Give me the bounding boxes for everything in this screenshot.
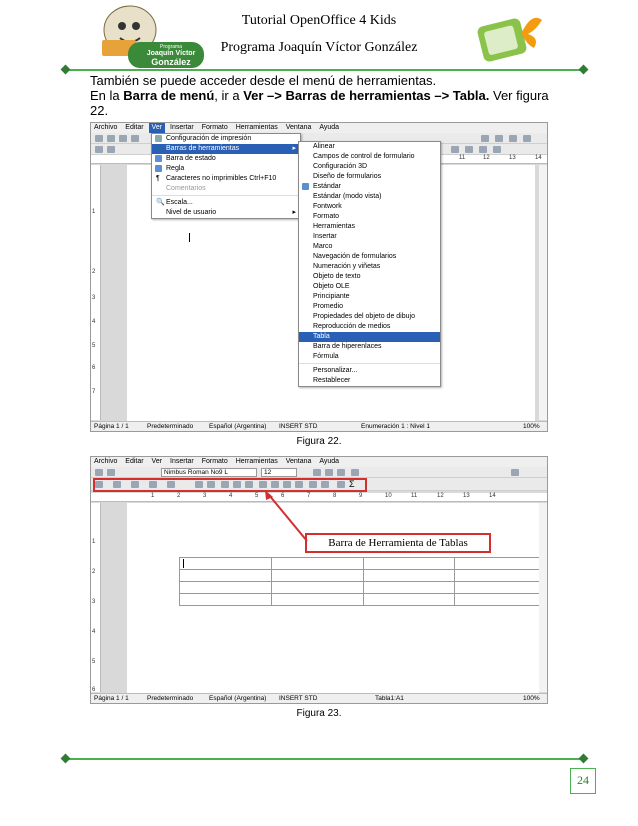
- figure-22-caption: Figura 22.: [296, 436, 342, 447]
- divider-dot-right: [579, 65, 589, 75]
- menu-ayuda[interactable]: Ayuda: [319, 124, 340, 131]
- toolbar-submenu-item[interactable]: [299, 312, 440, 322]
- text-cursor: [189, 233, 190, 242]
- vruler-number: 1: [92, 209, 96, 215]
- toolbar-submenu-item[interactable]: [299, 162, 440, 172]
- para-line-3: 22.: [90, 103, 109, 118]
- logo-text-1: Programa: [160, 44, 182, 50]
- toolbar-submenu-item[interactable]: [299, 192, 440, 202]
- menu-item-caracteres-no-imprimibles[interactable]: ¶ Caracteres no imprimibles Ctrl+F10: [156, 175, 277, 182]
- vertical-scrollbar[interactable]: [539, 165, 547, 420]
- status-page: Página 1 / 1: [94, 423, 129, 430]
- ruler-number: 14: [535, 155, 542, 161]
- toolbar-submenu-label: Formato: [313, 213, 340, 220]
- toolbar-submenu-item[interactable]: [299, 252, 440, 262]
- print-icon[interactable]: [131, 135, 139, 142]
- menu-item-nivel-usuario[interactable]: Nivel de usuario ▸: [166, 209, 296, 216]
- menu-archivo[interactable]: Archivo: [94, 458, 118, 465]
- toolbar-submenu-label: Marco: [313, 243, 333, 250]
- toolbar-submenu-item[interactable]: [299, 366, 440, 376]
- toolbar-submenu-label: Insertar: [313, 233, 337, 240]
- para-line-2: [90, 88, 550, 103]
- color-icon[interactable]: [493, 146, 501, 153]
- toolbar-submenu-item[interactable]: [299, 202, 440, 212]
- toolbar-submenu-item[interactable]: [299, 302, 440, 312]
- toolbar-submenu-label: Tabla: [313, 333, 330, 340]
- status-style: Predeterminado: [147, 423, 194, 430]
- toolbar-submenu-item[interactable]: [299, 332, 440, 342]
- toolbar-submenu-label: Personalizar...: [313, 367, 358, 374]
- toolbar-submenu-label: Campos de control de formulario: [313, 153, 415, 160]
- status-numbering: Enumeración 1 : Nivel 1: [361, 423, 431, 430]
- vertical-ruler: [91, 165, 101, 420]
- toolbar-submenu-label: Barra de hiperenlaces: [313, 343, 382, 350]
- toolbar-submenu-label: Estándar: [313, 183, 342, 190]
- ruler-number: 9: [359, 493, 363, 499]
- vruler-number: 7: [92, 389, 96, 395]
- status-mode: INSERT STD: [279, 423, 318, 430]
- toolbar-submenu-item[interactable]: [299, 182, 440, 192]
- menu-herramientas[interactable]: Herramientas: [235, 458, 278, 465]
- vruler-number: 3: [92, 599, 96, 605]
- indent-icon[interactable]: [479, 146, 487, 153]
- vruler-number: 6: [92, 365, 96, 371]
- book-butterfly-icon: [476, 8, 554, 66]
- status-bar: [91, 421, 547, 431]
- status-mode: INSERT STD: [279, 695, 318, 702]
- chart-icon[interactable]: [523, 135, 531, 142]
- status-bar: [91, 693, 547, 703]
- ruler-number: 1: [151, 493, 155, 499]
- toolbar-submenu-item[interactable]: [299, 222, 440, 232]
- toolbar-submenu-label: Reproducción de medios: [313, 323, 391, 330]
- font-icon[interactable]: [107, 146, 115, 153]
- para-line-1: También se puede acceder desde el menú de herramientas.: [90, 73, 437, 88]
- sum-icon[interactable]: Σ: [349, 479, 355, 489]
- vruler-number: 1: [92, 539, 96, 545]
- menu-item-config-impresion[interactable]: Configuración de impresión: [152, 134, 300, 144]
- open-icon[interactable]: [107, 135, 115, 142]
- styles-icon[interactable]: [95, 146, 103, 153]
- toolbar-submenu-item[interactable]: [299, 322, 440, 332]
- toolbar-submenu-item[interactable]: [299, 152, 440, 162]
- toolbar-submenu-label: Numeración y viñetas: [313, 263, 381, 270]
- menubar: [91, 123, 547, 133]
- toolbar-submenu-label: Promedio: [313, 303, 343, 310]
- vruler-number: 2: [92, 569, 96, 575]
- figure-23-screenshot: [90, 456, 548, 704]
- ruler-number: 12: [437, 493, 444, 499]
- list-icon[interactable]: [465, 146, 473, 153]
- vruler-number: 6: [92, 687, 96, 693]
- toolbar-submenu-item[interactable]: [299, 212, 440, 222]
- menu-formato[interactable]: Formato: [201, 458, 228, 465]
- ruler-number: 11: [459, 155, 466, 161]
- vruler-number: 5: [92, 659, 96, 665]
- toolbar-submenu-item[interactable]: [299, 282, 440, 292]
- vruler-number: 4: [92, 319, 96, 325]
- toolbar-submenu-item[interactable]: [299, 262, 440, 272]
- save-icon[interactable]: [119, 135, 127, 142]
- para-bold-path: Ver –> Barras de herramientas –> Tabla.: [243, 88, 490, 103]
- ver-menu: [151, 133, 301, 219]
- toolbar-submenu-item[interactable]: [299, 342, 440, 352]
- toolbar-submenu-label: Alinear: [313, 143, 335, 150]
- para-text: Ver figura: [489, 88, 549, 103]
- divider-dot-right: [579, 754, 589, 764]
- toolbar-submenu-item[interactable]: [299, 142, 440, 152]
- menu-formato[interactable]: Formato: [201, 124, 228, 131]
- menu-item-escala[interactable]: 🔍 Escala...: [156, 199, 193, 206]
- menu-ayuda[interactable]: Ayuda: [319, 458, 340, 465]
- table-icon[interactable]: [509, 135, 517, 142]
- vruler-number: 4: [92, 629, 96, 635]
- footer-divider: [66, 758, 584, 760]
- para-text: , ir a: [214, 88, 244, 103]
- vertical-scrollbar[interactable]: [539, 503, 547, 692]
- toolbar-submenu-item[interactable]: [299, 352, 440, 362]
- toolbar-submenu-item[interactable]: [299, 242, 440, 252]
- menu-item-barra-estado[interactable]: Barra de estado: [152, 154, 300, 164]
- ruler-number: 14: [489, 493, 496, 499]
- ruler-number: 3: [203, 493, 207, 499]
- page-number: 24: [570, 768, 596, 794]
- new-icon[interactable]: [95, 135, 103, 142]
- ruler-number: 2: [177, 493, 181, 499]
- undo-icon[interactable]: [481, 135, 489, 142]
- header-title: Tutorial OpenOffice 4 Kids: [241, 13, 397, 28]
- vruler-number: 3: [92, 295, 96, 301]
- divider-dot-left: [61, 754, 71, 764]
- ruler-number: 5: [255, 493, 259, 499]
- ruler-number: 7: [307, 493, 311, 499]
- toolbar-submenu-label: Restablecer: [313, 377, 351, 384]
- divider-dot-left: [61, 65, 71, 75]
- status-zoom: 100%: [523, 423, 540, 430]
- ruler-number: 6: [281, 493, 285, 499]
- table-toolbar-callout: Barra de Herramienta de Tablas: [305, 533, 491, 553]
- toolbars-submenu: [298, 141, 441, 387]
- status-language: Español (Argentina): [209, 423, 267, 430]
- status-table-cell: Tabla1:A1: [375, 695, 404, 702]
- menu-herramientas[interactable]: Herramientas: [235, 124, 278, 131]
- menu-ventana[interactable]: Ventana: [285, 458, 312, 465]
- toolbar-submenu-label: Fontwork: [313, 203, 342, 210]
- toolbar-submenu-label: Objeto de texto: [313, 273, 361, 280]
- menu-insertar[interactable]: Insertar: [170, 124, 194, 131]
- menu-archivo[interactable]: Archivo: [94, 124, 118, 131]
- toolbar-submenu-label: Propiedades del objeto de dibujo: [313, 313, 415, 320]
- menu-item-comentarios: Comentarios: [166, 185, 206, 192]
- logo-text-2: Joaquín Víctor: [146, 50, 196, 57]
- status-page: Página 1 / 1: [94, 695, 129, 702]
- vruler-number: 5: [92, 343, 96, 349]
- toolbar-submenu-label: Fórmula: [313, 353, 339, 360]
- figure-23-caption: Figura 23.: [296, 708, 342, 719]
- ruler-number: 8: [333, 493, 337, 499]
- menu-item-regla[interactable]: Regla: [152, 164, 300, 174]
- toolbar-submenu-label: Estándar (modo vista): [313, 193, 382, 200]
- menu-ver[interactable]: Ver: [149, 123, 166, 133]
- header-subtitle: Programa Joaquín Víctor González: [220, 40, 418, 55]
- ruler-number: 13: [509, 155, 516, 161]
- ruler-number: 13: [463, 493, 470, 499]
- instruction-paragraph: [90, 73, 550, 118]
- status-style: Predeterminado: [147, 695, 194, 702]
- toolbar-submenu-label: Diseño de formularios: [313, 173, 382, 180]
- redo-icon[interactable]: [495, 135, 503, 142]
- toolbar-submenu-item[interactable]: [299, 376, 440, 386]
- toolbar-submenu-item[interactable]: [299, 172, 440, 182]
- toolbar-submenu-item[interactable]: [299, 272, 440, 282]
- logo-text-3: González: [151, 57, 191, 67]
- status-zoom: 100%: [523, 695, 540, 702]
- toolbar-submenu-label: Objeto OLE: [313, 283, 350, 290]
- vruler-number: 2: [92, 269, 96, 275]
- toolbar-submenu-item[interactable]: [299, 232, 440, 242]
- align-icon[interactable]: [451, 146, 459, 153]
- para-text: En la: [90, 88, 124, 103]
- menu-ver[interactable]: Ver: [151, 458, 163, 465]
- menu-ventana[interactable]: Ventana: [285, 124, 312, 131]
- menu-editar[interactable]: Editar: [125, 458, 144, 465]
- toolbar-submenu-label: Herramientas: [313, 223, 356, 230]
- status-language: Español (Argentina): [209, 695, 267, 702]
- figure-22-screenshot: [90, 122, 548, 432]
- ruler-number: 12: [483, 155, 490, 161]
- ruler-number: 4: [229, 493, 233, 499]
- header-divider: [66, 69, 584, 71]
- toolbar-submenu-item[interactable]: [299, 292, 440, 302]
- font-size-select[interactable]: 12: [261, 468, 297, 477]
- check-icon: [302, 183, 309, 190]
- para-bold-menu: Barra de menú: [123, 88, 215, 103]
- menu-editar[interactable]: Editar: [125, 124, 144, 131]
- ruler-number: 10: [385, 493, 392, 499]
- menu-insertar[interactable]: Insertar: [170, 458, 194, 465]
- toolbar-submenu-label: Configuración 3D: [313, 163, 368, 170]
- callout-arrow: [91, 457, 548, 704]
- toolbar-submenu-label: Navegación de formularios: [313, 253, 397, 260]
- toolbar-submenu-label: Principiante: [313, 293, 350, 300]
- menu-item-barras-herramientas[interactable]: Barras de herramientas ▸: [152, 144, 300, 154]
- font-name-select[interactable]: Nimbus Roman No9 L: [161, 468, 257, 477]
- ruler-number: 11: [411, 493, 418, 499]
